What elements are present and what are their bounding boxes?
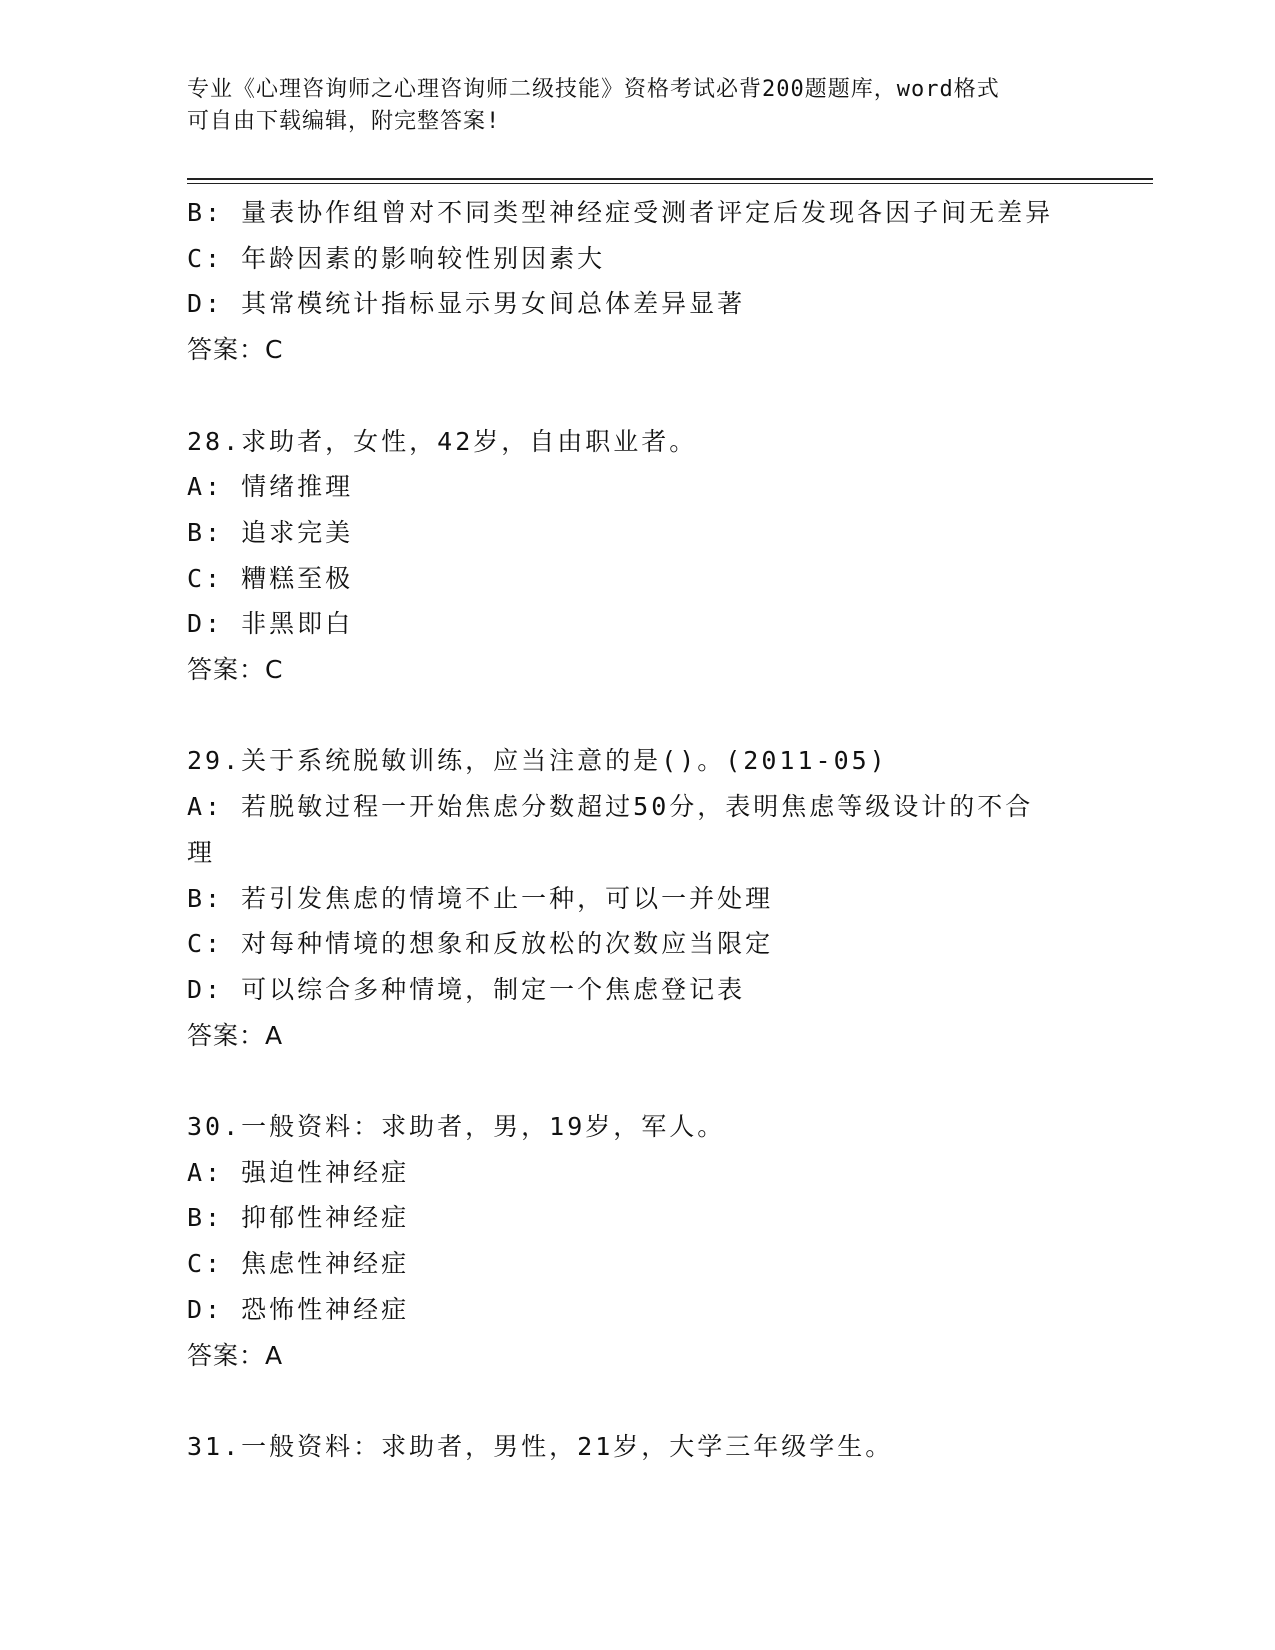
header-divider-thin — [187, 183, 1153, 184]
option-b: B: 抑郁性神经症 — [187, 1203, 410, 1233]
question-stem: 30.一般资料：求助者，男，19岁，军人。 — [187, 1112, 726, 1142]
answer-line: 答案：C — [187, 655, 284, 685]
question-stem: 29.关于系统脱敏训练，应当注意的是()。(2011-05) — [187, 746, 888, 776]
option-a: A: 若脱敏过程一开始焦虑分数超过50分，表明焦虑等级设计的不合 — [187, 792, 1034, 822]
question-29 — [187, 738, 1087, 1058]
question-list — [187, 190, 1087, 1470]
header-title-line-1: 专业《心理咨询师之心理咨询师二级技能》资格考试必背200题题库，word格式 — [187, 77, 1000, 102]
answer-line: 答案：C — [187, 335, 284, 365]
option-d: D: 可以综合多种情境，制定一个焦虑登记表 — [187, 974, 746, 1004]
question-31 — [187, 1424, 1087, 1470]
question-stem: 31.一般资料：求助者，男性，21岁，大学三年级学生。 — [187, 1431, 894, 1461]
option-b: B: 追求完美 — [187, 517, 354, 547]
option-b: B: 若引发焦虑的情境不止一种，可以一并处理 — [187, 883, 774, 913]
document-header — [187, 74, 1067, 138]
question-27-continued — [187, 190, 1087, 373]
header-title-line-2: 可自由下载编辑，附完整答案! — [187, 109, 501, 134]
question-30 — [187, 1104, 1087, 1378]
option-a: A: 情绪推理 — [187, 472, 354, 502]
option-c: C: 焦虑性神经症 — [187, 1249, 410, 1279]
option-b: B: 量表协作组曾对不同类型神经症受测者评定后发现各因子间无差异 — [187, 198, 1054, 227]
option-a: A: 强迫性神经症 — [187, 1157, 410, 1187]
option-d: D: 其常模统计指标显示男女间总体差异显著 — [187, 289, 746, 319]
option-c: C: 对每种情境的想象和反放松的次数应当限定 — [187, 929, 774, 959]
answer-line: 答案：A — [187, 1340, 284, 1370]
spacer — [187, 1378, 1087, 1424]
option-c: C: 年龄因素的影响较性别因素大 — [187, 243, 606, 273]
option-d: D: 恐怖性神经症 — [187, 1294, 410, 1324]
spacer — [187, 693, 1087, 739]
header-divider-thick — [187, 178, 1153, 180]
spacer — [187, 1058, 1087, 1104]
option-c: C: 糟糕至极 — [187, 563, 354, 593]
question-stem: 28.求助者，女性，42岁，自由职业者。 — [187, 426, 698, 456]
option-d: D: 非黑即白 — [187, 609, 354, 639]
answer-line: 答案：A — [187, 1020, 284, 1050]
question-28 — [187, 419, 1087, 693]
spacer — [187, 373, 1087, 419]
option-a-continued: 理 — [187, 837, 216, 867]
